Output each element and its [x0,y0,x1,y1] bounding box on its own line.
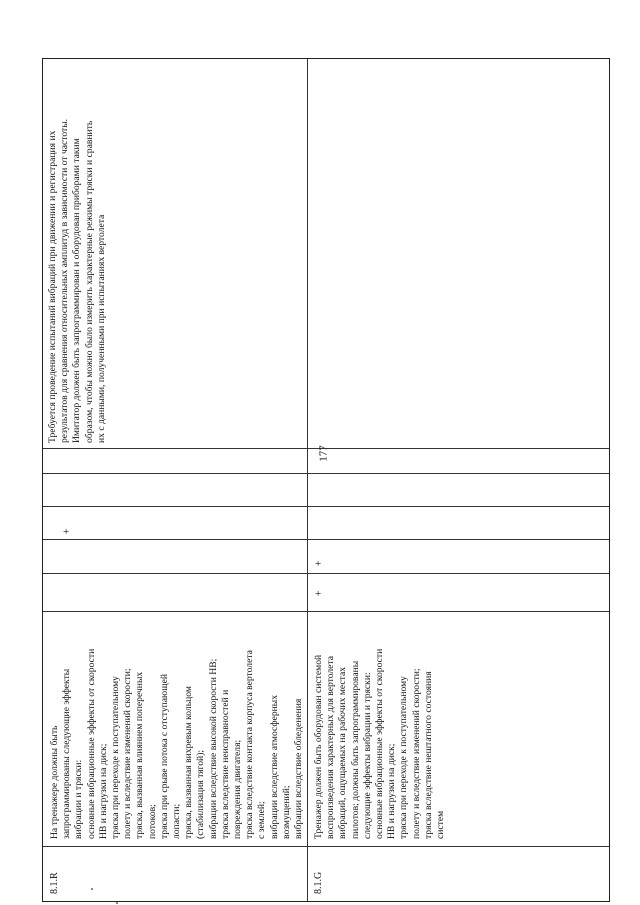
requirements-table [42,58,610,902]
column-divider-code [43,846,609,847]
row-divider [307,59,308,901]
row-note-8-1-r: Требуется проведение испытаний вибраций при движении и регистрация их результатов для сравнения относительных амплитуд в зависимости от частоты. Имитатор должен быть запрограммирован и оборудован приборами таким образом, чтобы можно было измерить характерные режимы тряски и сравнить их с данными, полученными при испытаниях вертолета [47,118,107,443]
column-divider-mark-4 [43,473,609,474]
scan-speck [116,902,118,904]
column-divider-mark-1 [43,573,609,574]
row-code-8-1-r: 8.1.R [49,872,60,894]
column-divider-mark-2 [43,539,609,540]
page-number: 177 [317,445,330,462]
column-divider-mark-5 [43,448,609,449]
row-mark-8-1-r: + [63,526,70,538]
row-description-8-1-r: На тренажере должны быть запрограммированы следующие эффекты вибрации и тряски: основные вибрационные эффекты от скорости НВ и нагрузки на диск; тряска при переходе к поступательному полету и вследствие изменений скорости; тряска, вызванная влиянием поперечных потоков; тряска при срыве потока с отступающей лопасти; тряска, вызванная вихревым кольцом (стабилизация тягой); вибрации вследствие высокой скорости НВ; тряска вследствие неисправностей и повреждения двигателя; тряска вследствие контакта корпуса вертолета с землей; вибрации вследствие атмосферных возмущений; вибрации вследствие обледенения [49,648,305,839]
row-mark-a-8-1-g: + [315,588,322,600]
row-description-8-1-g: Тренажер должен быть оборудован системой воспроизведения характерных для вертолета вибраций, ощущаемых на рабочих местах пилотов; должны быть запрограммированы следующие эффекты вибрации и тряски: основные вибрационные эффекты от скорости НВ и нагрузки на диск; тряска при переходе к поступательному полету и вследствие изменений скорости; тряска вследствие нештатного состояния систем [313,648,447,839]
row-code-8-1-g: 8.1.G [313,871,324,894]
column-divider-mark-3 [43,506,609,507]
row-mark-b-8-1-g: + [315,558,322,570]
scan-speck [91,888,93,890]
column-divider-description [43,611,609,612]
